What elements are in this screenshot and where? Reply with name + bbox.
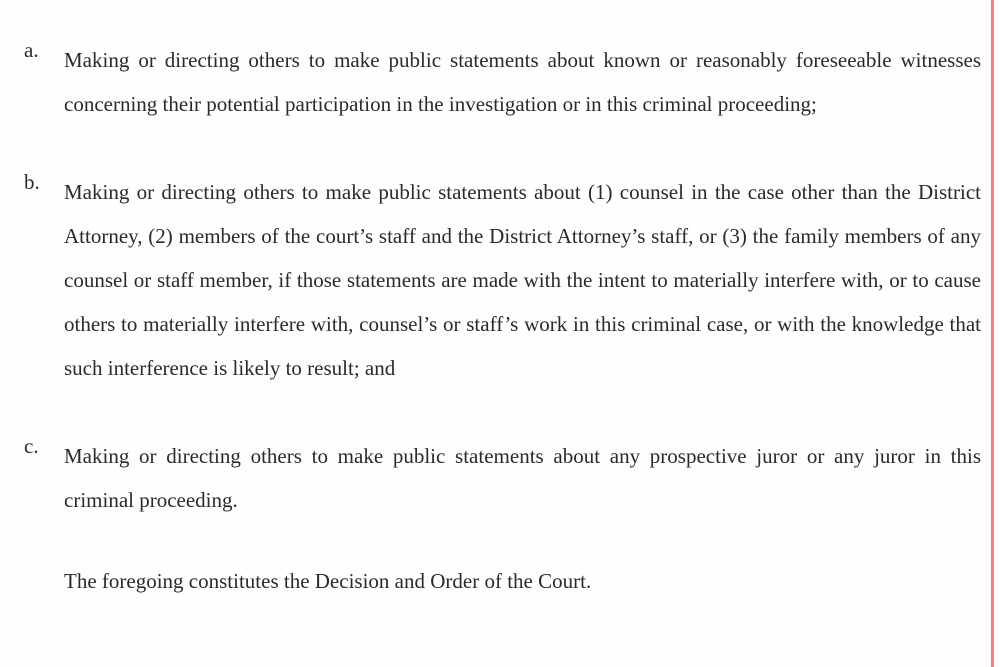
- list-marker: b.: [24, 170, 40, 194]
- list-item-text: Making or directing others to make public statements about known or reasonably foreseeable witnesses concerning their potential participation in the investigation or in this criminal proceeding;: [64, 48, 981, 116]
- margin-rule-line: [991, 0, 994, 667]
- list-item-text: Making or directing others to make public statements about (1) counsel in the case other than the District Attorney, (2) members of the court’s staff and the District Attorney’s staff, or (3) the family members of any counsel or staff member, if those statements are made with the intent to materially interfere with, or to cause others to materially interfere with, counsel’s or staff’s work in this criminal case, or with the knowledge that such interference is likely to result; and: [64, 180, 981, 380]
- closing-statement: The foregoing constitutes the Decision and Order of the Court.: [64, 569, 592, 593]
- list-marker: a.: [24, 38, 39, 62]
- list-marker: c.: [24, 434, 39, 458]
- list-item-text: Making or directing others to make public statements about any prospective juror or any juror in this criminal proceeding.: [64, 444, 981, 512]
